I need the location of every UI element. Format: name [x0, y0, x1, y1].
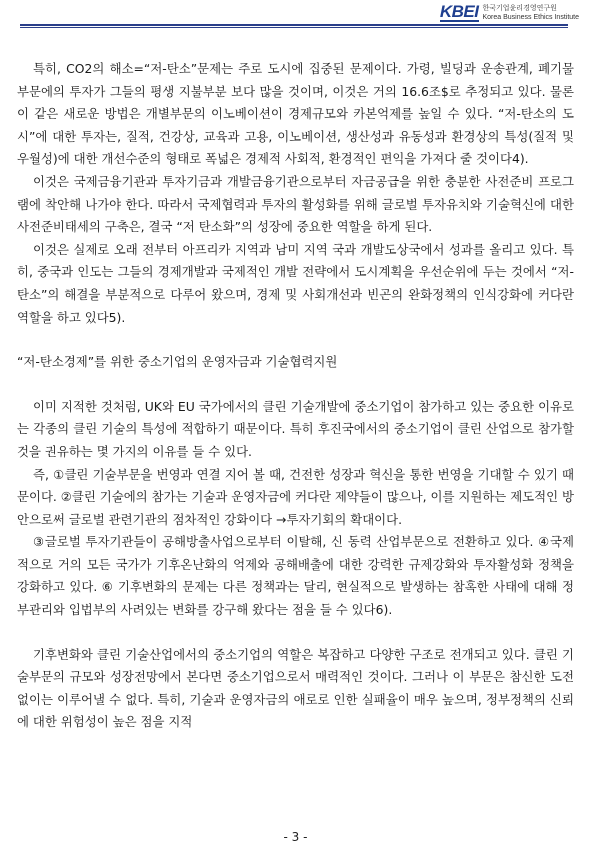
section-heading: “저-탄소경제”를 위한 중소기업의 운영자금과 기술협력지원 [17, 354, 338, 370]
paragraph-7: 기후변화와 클린 기술산업에서의 중소기업의 역할은 복잡하고 다양한 구조로 전개되고 있다. 클린 기술부문의 규모와 성장전망에서 본다면 중소기업으로서 매력적인 것이다. 그러나 이 부문은 참신한 도전 없이는 이루어낼 수 없다. 특히, 기술과 운영자금의 애로로 인한 실패율이 매우 높으며, 정부정책의 신뢰에 대한 위험성이 높은 점을 지적 [17, 646, 574, 730]
header-rule-bottom [20, 27, 568, 28]
header-rule-top [20, 24, 568, 26]
logo-english-name: Korea Business Ethics Institute [482, 14, 579, 21]
paragraph-3: 이것은 실제로 오래 전부터 아프리카 지역과 남미 지역 국과 개발도상국에서 성과를 올리고 있다. 특히, 중국과 인도는 그들의 경제개발과 국제적인 개발 전략에서 도시계획을 우선순위에 두는 것에서 “저-탄소”의 해결을 부분적으로 다루어 왔으며, 경제 및 사회개선과 빈곤의 완화정책의 인식강화에 커다란 역할을 하고 있다5). [17, 241, 574, 325]
paragraph-5: 즉, ①클린 기술부문을 번영과 연결 지어 볼 때, 건전한 성장과 혁신을 통한 번영을 기대할 수 있기 때문이다. ②클린 기술에의 참가는 기술과 운영자금에 커다란 제약들이 많으나, 이를 지원하는 제도적인 방안으로써 글로벌 관련기관의 점차적인 강화이다 →투자기회의 확대이다. [17, 466, 574, 527]
paragraph-2: 이것은 국제금융기관과 투자기금과 개발금융기관으로부터 자금공급을 위한 충분한 사전준비 프로그램에 착안해 나가야 한다. 따라서 국제협력과 투자의 활성화를 위해 글로벌 투자유치와 기술혁신에 대한 사전준비태세의 구축은, 결국 “저 탄소화”의 성장에 중요한 역할을 하게 된다. [17, 173, 574, 235]
logo-korean-name: 한국기업윤리경영연구원 [482, 4, 557, 12]
spacer [17, 329, 574, 351]
paragraph-6: ③글로벌 투자기관들이 공해방출사업으로부터 이탈해, 신 동력 산업부문으로 전환하고 있다. ④국제적으로 거의 모든 국가가 기후온난화의 억제와 공해배출에 대한 강력한 규제강화와 투자활성화 정책을 강화하고 있다. ⑥ 기후변화의 문제는 다른 정책과는 달리, 현실적으로 발생하는 참혹한 사태에 대해 정부관리와 입법부의 사려있는 변화를 강구해 왔다는 점을 들 수 있다6). [17, 534, 574, 618]
logo-mark: KBEI [439, 2, 479, 21]
paragraph-1: 특히, CO2의 해소=“저-탄소”문제는 주로 도시에 집중된 문제이다. 가령, 빌딩과 운송관계, 폐기물 부문에의 투자가 그들의 평생 지불부분 보다 많을 것이며, 이것은 거의 16.6조$로 추정되고 있다. 물론 이 같은 새로운 방법은 개별부문의 이노베이션이 경제규모와 카본억제를 높일 수 있다. “저-탄소의 도시”에 대한 투자는, 질적, 건강상, 교육과 고용, 이노베이션, 생산성과 유동성과 환경상의 특성(질적 및 우월성)에 대한 개선수준의 형태로 폭넓은 경제적 사회적, 환경적인 편익을 가져다 줄 것이다4). [17, 61, 574, 167]
document-body [17, 58, 574, 734]
spacer [17, 374, 574, 396]
spacer [17, 622, 574, 644]
page-number: - 3 - [283, 830, 308, 844]
logo-text [483, 4, 580, 22]
paragraph-4: 이미 지적한 것처럼, UK와 EU 국가에서의 클린 기술개발에 중소기업이 참가하고 있는 중요한 이유로는 각종의 클린 기술의 특성에 적합하기 때문이다. 특히 후진국에서의 중소기업이 클린 산업으로 참가할 것을 권유하는 몇 가지의 이유를 들 수 있다. [17, 398, 574, 459]
kbei-logo [440, 4, 579, 22]
